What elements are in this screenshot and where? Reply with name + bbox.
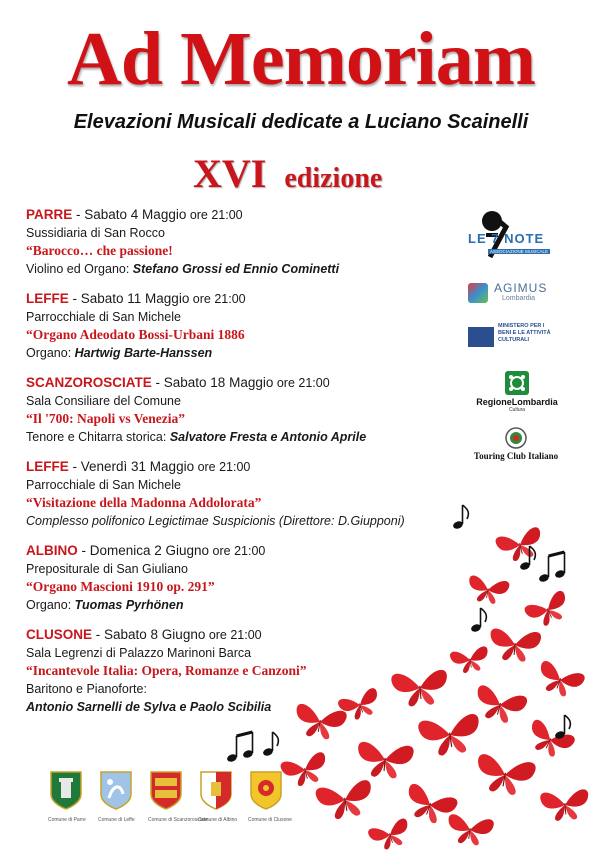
- music-note: [470, 608, 486, 633]
- crest-label: Comune di Scanzorosciate: [148, 817, 208, 823]
- event-time: ore 21:00: [273, 376, 330, 390]
- event-venue: Prepositurale di San Giuliano: [26, 562, 188, 576]
- event-item: [26, 542, 446, 614]
- agimus-name: AGIMUS: [494, 281, 548, 295]
- butterfly: [495, 526, 546, 565]
- event-performers: Stefano Grossi ed Ennio Cominetti: [132, 262, 340, 276]
- crest-label: Comune di Albino: [198, 817, 238, 823]
- ministero-name: MINISTERO PER I BENI E LE ATTIVITÀ CULTURALI: [498, 323, 551, 343]
- music-note: [452, 505, 468, 530]
- crest-scanzorosciate: [148, 770, 208, 823]
- event-item: [26, 458, 446, 530]
- events-list: [26, 206, 446, 728]
- butterfly: [445, 814, 494, 848]
- music-note: [262, 732, 278, 757]
- rosa-camuna-icon: [505, 371, 529, 395]
- event-venue: Parrocchiale di San Michele: [26, 478, 181, 492]
- event-place: ALBINO: [26, 543, 78, 558]
- butterfly: [367, 818, 413, 851]
- agimus-sub: Lombardia: [502, 295, 536, 302]
- event-title: “Barocco… che passione!: [26, 243, 173, 258]
- crest-parre: [48, 770, 84, 823]
- music-note: [226, 732, 254, 763]
- event-item: [26, 374, 446, 446]
- event-performers: Complesso polifonico Legictimae Suspicionis (Direttore: D.Giupponi): [26, 514, 405, 528]
- event-date: - Domenica 2 Giugno: [77, 543, 210, 558]
- music-note: [538, 552, 566, 583]
- butterfly: [449, 646, 490, 675]
- butterfly: [466, 575, 510, 606]
- event-performers: Salvatore Fresta e Antonio Aprile: [169, 430, 367, 444]
- event-title: “Organo Adeodato Bossi-Urbani 1886: [26, 327, 245, 342]
- butterfly: [473, 753, 536, 798]
- crest-label: Comune di Clusone: [248, 817, 292, 823]
- event-title: “Il '700: Napoli vs Venezia”: [26, 411, 186, 426]
- event-venue: Sussidiaria di San Rocco: [26, 226, 165, 240]
- event-item: [26, 626, 446, 716]
- event-item: [26, 290, 446, 362]
- event-date: - Sabato 8 Giugno: [92, 627, 206, 642]
- event-place: CLUSONE: [26, 627, 93, 642]
- regione-sub: Cultura: [508, 407, 526, 413]
- event-place: LEFFE: [26, 291, 69, 306]
- event-performers: Tuomas Pyrhönen: [74, 598, 184, 612]
- lesettenote-name: LE 7 NOTE: [468, 231, 545, 246]
- edition-number: XVI: [193, 151, 267, 196]
- event-performer-label: Violino ed Organo:: [26, 262, 133, 276]
- crest-albino: [198, 770, 238, 823]
- event-performers: Hartwig Barte-Hanssen: [74, 346, 213, 360]
- event-date: - Sabato 4 Maggio: [72, 207, 187, 222]
- albino-crest-icon: [199, 770, 233, 810]
- event-title: “Organo Mascioni 1910 op. 291”: [26, 579, 215, 594]
- lesettenote-sub: ASSOCIAZIONE MUSICALE: [490, 249, 549, 254]
- ministero-logo: [468, 323, 578, 357]
- regione-name: RegioneLombardia: [476, 397, 558, 407]
- event-title: “Visitazione della Madonna Addolorata”: [26, 495, 262, 510]
- touring-logo: [456, 427, 576, 467]
- crest-clusone: [248, 770, 292, 823]
- butterfly: [540, 789, 590, 822]
- leffe-crest-icon: [99, 770, 133, 810]
- event-venue: Sala Legrenzi di Palazzo Marinoni Barca: [26, 646, 252, 660]
- butterfly: [488, 628, 541, 663]
- page-subtitle: Elevazioni Musicali dedicate a Luciano Scainelli: [73, 111, 529, 133]
- butterfly: [523, 718, 576, 762]
- event-performers: Antonio Sarnelli de Sylva e Paolo Scibilia: [26, 700, 272, 714]
- edition-label: [193, 150, 382, 197]
- event-performer-label: Organo:: [26, 598, 75, 612]
- event-date: - Sabato 11 Maggio: [68, 291, 190, 306]
- event-place: LEFFE: [26, 459, 69, 474]
- agimus-logo: [468, 281, 568, 307]
- butterfly: [356, 741, 414, 780]
- crest-label: Comune di Leffe: [98, 817, 135, 823]
- event-venue: Sala Consiliare del Comune: [26, 394, 181, 408]
- scanzorosciate-crest-icon: [149, 770, 183, 810]
- event-performer-label: Tenore e Chitarra storica:: [26, 430, 170, 444]
- crest-leffe: [98, 770, 134, 823]
- event-time: ore 21:00: [194, 460, 251, 474]
- event-item: [26, 206, 446, 278]
- event-venue: Parrocchiale di San Michele: [26, 310, 181, 324]
- event-place: PARRE: [26, 207, 73, 222]
- crest-label: Comune di Parre: [48, 817, 86, 823]
- event-time: ore 21:00: [189, 292, 246, 306]
- ministero-icon: [468, 327, 494, 347]
- touring-club-icon: [505, 427, 527, 449]
- parre-crest-icon: [49, 770, 83, 810]
- page-title: Ad Memoriam: [66, 17, 536, 101]
- agimus-icon: [468, 283, 488, 303]
- butterfly: [471, 684, 528, 727]
- event-date: - Sabato 18 Maggio: [151, 375, 274, 390]
- event-performer-label: Baritono e Pianoforte:: [26, 682, 147, 696]
- lesettenote-logo: [462, 205, 572, 263]
- event-time: ore 21:00: [186, 208, 243, 222]
- butterfly: [315, 779, 376, 822]
- butterfly: [534, 660, 586, 702]
- edition-word: edizione: [284, 163, 383, 194]
- event-date: - Venerdì 31 Maggio: [68, 459, 195, 474]
- clusone-crest-icon: [249, 770, 283, 810]
- touring-name: Touring Club Italiano: [473, 451, 559, 461]
- event-title: “Incantevole Italia: Opera, Romanze e Canzoni”: [26, 663, 307, 678]
- event-time: ore 21:00: [209, 544, 266, 558]
- regione-logo: [462, 371, 572, 421]
- event-place: SCANZOROSCIATE: [26, 375, 152, 390]
- event-performer-label: Organo:: [26, 346, 75, 360]
- butterfly: [523, 590, 573, 632]
- butterfly: [280, 751, 331, 790]
- event-time: ore 21:00: [205, 628, 262, 642]
